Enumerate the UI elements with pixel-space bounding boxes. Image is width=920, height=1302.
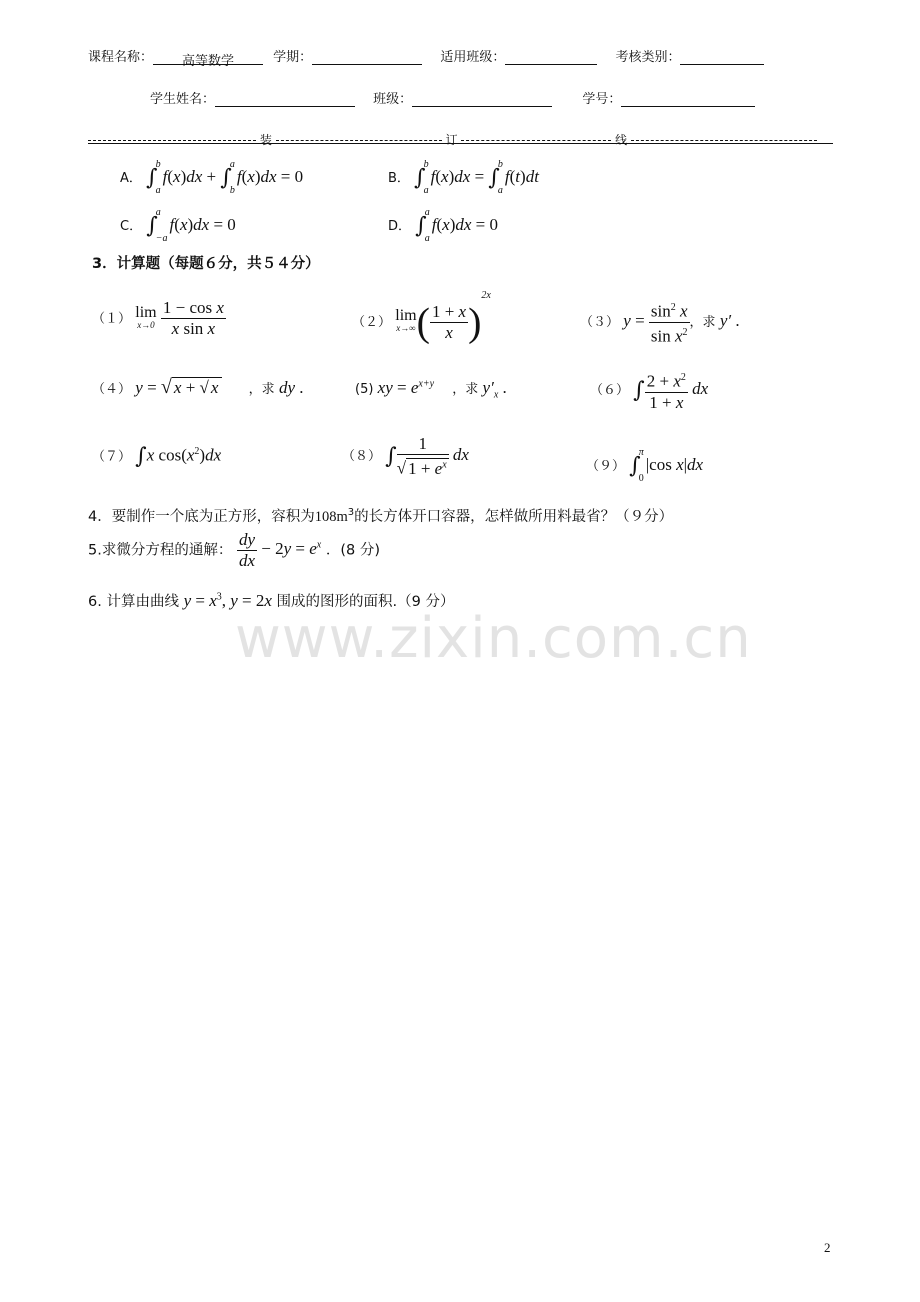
binding-char-xian: 线: [615, 133, 628, 147]
option-a[interactable]: A． ∫ b a f(x)dx + ∫ a b f(x)dx = 0: [120, 159, 304, 196]
class-label: 班级：: [373, 92, 413, 107]
binding-line: [88, 131, 833, 147]
question-4: 4．要制作一个底为正方形，容积为$108m^3$的长方体开口容器，怎样做所用料最省？（９分）: [88, 507, 674, 525]
binding-solid-line: [88, 143, 833, 144]
header-row-2: [150, 88, 755, 107]
watermark-text: www.zixin.com.cn: [235, 606, 752, 671]
section3-title: 3．计算题（每题６分，共５４分）: [92, 256, 320, 272]
question-5: 5.求微分方程的通解： $\frac{dy}{dx}$ − $2y = e^x$ ．(8 分): [88, 530, 380, 570]
problem-5: (5) xy = $e^{x+y}$ ，求 $y'_x$ .: [355, 378, 507, 401]
student-id-field[interactable]: [621, 92, 755, 107]
class-scope-field[interactable]: [505, 50, 597, 65]
problem-4: （４） y = √ x + √ x ，求 dy .: [92, 376, 304, 398]
header-row-1: [88, 46, 764, 69]
course-value: 高等数学: [153, 50, 263, 65]
problem-6: （６） ∫ $\frac{2 + x^2}{1 + x}$ dx: [590, 368, 708, 413]
binding-char-ding: 订: [445, 133, 458, 147]
class-field[interactable]: [412, 92, 552, 107]
page-number: 2: [824, 1240, 831, 1255]
question-6: 6. 计算由曲线 $y = x^3$, y = 2x 围成的图形的面积.（9 分）: [88, 591, 455, 610]
option-b[interactable]: B． ∫ b a f(x)dx = ∫ b a f(t)dt: [388, 159, 539, 196]
term-field[interactable]: [312, 50, 422, 65]
problem-8: （８） ∫ $\frac{1}{√ 1 + e^x}$ dx: [342, 434, 469, 478]
term-label: 学期：: [273, 50, 313, 65]
exam-type-field[interactable]: [680, 50, 764, 65]
option-c[interactable]: C． ∫ a −a f(x)dx = 0: [120, 207, 236, 244]
option-d[interactable]: D． ∫ a a f(x)dx = 0: [388, 207, 498, 244]
problem-3: （３） y = $\frac{\sin^2 x}{\sin x^2}$ ，求 y′ .: [580, 298, 740, 346]
problem-1: （１） lim x→0 $\frac{\text{1 − cos x}}{\text{x sin x}}$: [92, 298, 224, 338]
class-scope-label: 适用班级：: [440, 50, 506, 65]
problem-2: （２） lim x→∞ ( $\frac{1 + x}{x}$ )$^{2x}$: [352, 290, 491, 345]
problem-9: （９） ∫ π 0 |cos x|dx: [586, 447, 704, 484]
exam-type-label: 考核类别：: [615, 50, 681, 65]
student-name-field[interactable]: [215, 92, 355, 107]
problem-7: （７） ∫x $\cos(x^2)dx$: [92, 444, 222, 469]
student-id-label: 学号：: [582, 92, 622, 107]
course-label: 课程名称：: [88, 50, 154, 65]
student-name-label: 学生姓名：: [150, 92, 216, 107]
binding-char-zhuang: 装: [259, 133, 272, 147]
